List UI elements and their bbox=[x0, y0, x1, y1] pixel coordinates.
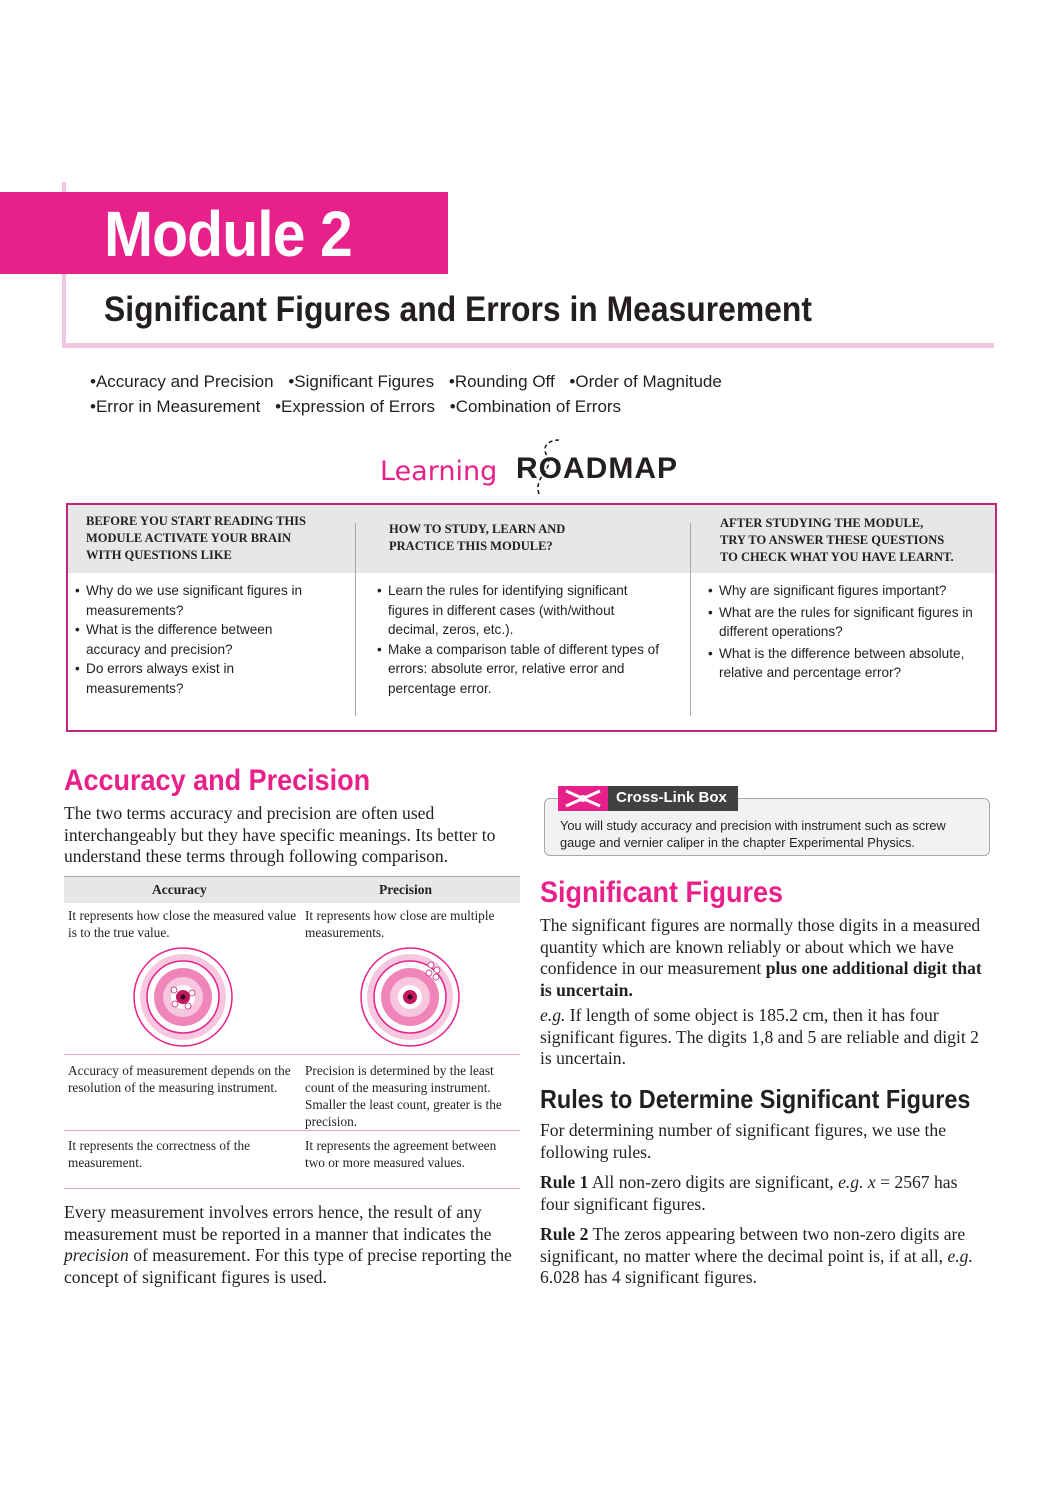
topic-item: • Significant Figures bbox=[288, 372, 434, 391]
comparison-table-header bbox=[64, 876, 520, 903]
roadmap-col1-list bbox=[75, 581, 325, 698]
crosslink-icon-box bbox=[558, 786, 608, 811]
column-divider bbox=[690, 523, 691, 716]
module-subtitle: Significant Figures and Errors in Measurement bbox=[104, 290, 812, 329]
topics-row-2 bbox=[90, 397, 631, 417]
row-divider bbox=[64, 1188, 520, 1189]
roadmap-table bbox=[66, 503, 997, 732]
table-cell: Accuracy of measurement depends on the resolution of the measuring instrument. bbox=[68, 1063, 291, 1095]
accuracy-outro: Every measurement involves errors hence, the result of any measurement must be reported in a manner that indicates the precision of measurement. For this type of precise reporting the concept of significant figures is used. bbox=[64, 1202, 512, 1287]
list-item: • Learn the rules for identifying significant figures in different cases (with/without decimal, zeros, etc.). bbox=[377, 581, 667, 640]
crosslink-tab bbox=[558, 786, 738, 811]
list-item: • Why do we use significant figures in measurements? bbox=[75, 581, 325, 620]
list-item: • What is the difference between absolute, relative and percentage error? bbox=[708, 644, 988, 683]
crosslink-icon bbox=[558, 786, 608, 811]
table-cell: It represents how close are multiple measurements. bbox=[305, 908, 495, 940]
topic-item: • Error in Measurement bbox=[90, 397, 260, 416]
rule-1: Rule 1 All non-zero digits are significant, e.g. x = 2567 has four significant figures. bbox=[540, 1172, 958, 1214]
roadmap-word: ROADMAP bbox=[516, 452, 678, 485]
topic-item: • Accuracy and Precision bbox=[90, 372, 274, 391]
table-cell: It represents the agreement between two or more measured values. bbox=[305, 1138, 497, 1170]
topic-item: • Combination of Errors bbox=[450, 397, 621, 416]
crosslink-title: Cross-Link Box bbox=[616, 789, 727, 806]
rules-title: Rules to Determine Significant Figures bbox=[540, 1084, 971, 1114]
table-cell: It represents how close the measured value is to the true value. bbox=[68, 908, 297, 940]
section-title-significant: Significant Figures bbox=[540, 876, 784, 909]
topics-row-1 bbox=[90, 372, 732, 392]
topic-item: • Expression of Errors bbox=[275, 397, 435, 416]
table-cell: It represents the correctness of the measurement. bbox=[68, 1138, 251, 1170]
roadmap-col1-heading: BEFORE YOU START READING THIS MODULE ACTIVATE YOUR BRAIN WITH QUESTIONS LIKE bbox=[86, 514, 306, 562]
column-header-accuracy: Accuracy bbox=[152, 882, 207, 897]
list-item: • What is the difference between accuracy and precision? bbox=[75, 620, 325, 659]
target-icon-accuracy bbox=[132, 946, 234, 1048]
accuracy-intro: The two terms accuracy and precision are often used interchangeably but they have specific meanings. Its better to understand these terms through following comparison. bbox=[64, 803, 496, 866]
roadmap-learning: Learning bbox=[380, 456, 498, 487]
roadmap-col2-heading: HOW TO STUDY, LEARN AND PRACTICE THIS MODULE? bbox=[389, 522, 566, 553]
topic-item: • Order of Magnitude bbox=[569, 372, 721, 391]
list-item: • Do errors always exist in measurements? bbox=[75, 659, 325, 698]
rule-2: Rule 2 The zeros appearing between two non-zero digits are significant, no matter where the decimal point is, if at all, e.g. 6.028 has 4 significant figures. bbox=[540, 1224, 973, 1287]
list-item: • Make a comparison table of different types of errors: absolute error, relative error and percentage error. bbox=[377, 640, 667, 699]
significant-para-1: The significant figures are normally those digits in a measured quantity which are known reliably or about which we have confidence in our measurement plus one additional digit that is uncertain. bbox=[540, 915, 982, 1000]
roadmap-col3-list bbox=[708, 581, 988, 683]
target-icon-precision bbox=[359, 946, 461, 1048]
list-item: • What are the rules for significant figures in different operations? bbox=[708, 603, 988, 642]
module-title: Module 2 bbox=[104, 198, 352, 270]
table-cell: Precision is determined by the least count of the measuring instrument. Smaller the least count, greater is the precision. bbox=[305, 1063, 502, 1129]
roadmap-col2-list bbox=[377, 581, 667, 698]
section-title-accuracy: Accuracy and Precision bbox=[64, 764, 371, 797]
column-divider bbox=[355, 523, 356, 716]
significant-para-2: e.g. If length of some object is 185.2 cm, then it has four significant figures. The digits 1,8 and 5 are reliable and digit 2 is uncertain. bbox=[540, 1005, 979, 1068]
rules-intro: For determining number of significant figures, we use the following rules. bbox=[540, 1120, 947, 1162]
crosslink-text: You will study accuracy and precision with instrument such as screw gauge and vernier caliper in the chapter Experimental Physics. bbox=[560, 818, 946, 850]
list-item: • Why are significant figures important? bbox=[708, 581, 988, 601]
column-header-precision: Precision bbox=[379, 882, 432, 897]
topic-item: • Rounding Off bbox=[449, 372, 555, 391]
row-divider bbox=[64, 1054, 520, 1055]
roadmap-col3-heading: AFTER STUDYING THE MODULE, TRY TO ANSWER THESE QUESTIONS TO CHECK WHAT YOU HAVE LEARNT. bbox=[720, 516, 954, 564]
row-divider bbox=[64, 1130, 520, 1131]
